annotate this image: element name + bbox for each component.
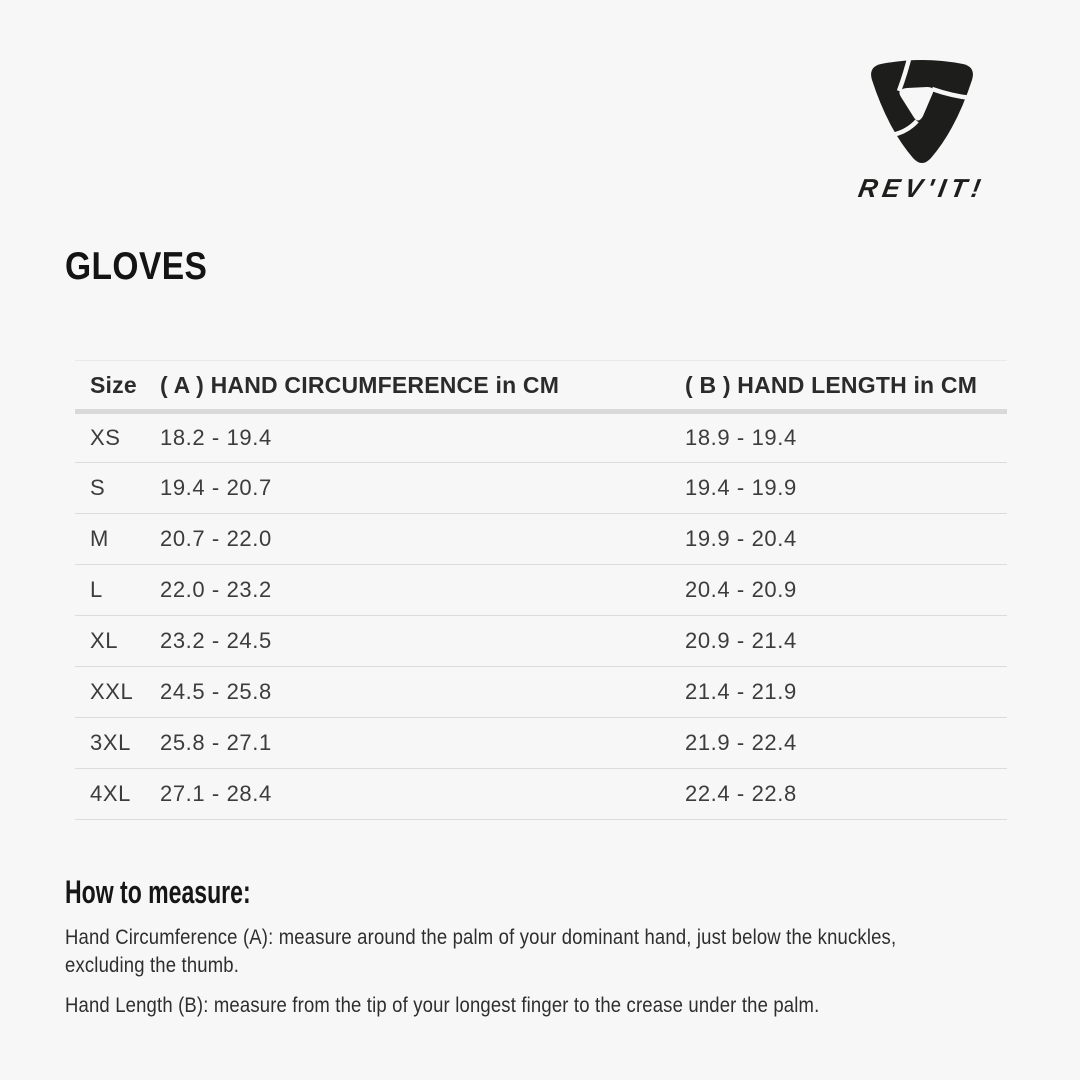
size-table-body bbox=[75, 412, 1007, 820]
table-row bbox=[75, 514, 1007, 565]
hand-circumference-cell: 23.2 - 24.5 bbox=[160, 628, 272, 653]
how-to-measure-heading: How to measure: bbox=[65, 874, 251, 910]
hand-circumference-cell: 22.0 - 23.2 bbox=[160, 577, 272, 602]
hand-circumference-instruction bbox=[65, 924, 1010, 980]
hand-length-cell: 22.4 - 22.8 bbox=[685, 781, 797, 806]
size-table bbox=[75, 360, 1007, 820]
size-table-header bbox=[75, 361, 1007, 412]
hand-length-cell: 20.4 - 20.9 bbox=[685, 577, 797, 602]
hand-circumference-cell: 20.7 - 22.0 bbox=[160, 526, 272, 551]
hand-circumference-cell: 25.8 - 27.1 bbox=[160, 730, 272, 755]
size-cell: S bbox=[90, 475, 106, 500]
table-row bbox=[75, 667, 1007, 718]
header-row bbox=[75, 361, 1007, 412]
how-to-measure-section bbox=[65, 874, 1010, 1020]
table-row bbox=[75, 769, 1007, 820]
brand-logo bbox=[850, 52, 994, 204]
table-row bbox=[75, 565, 1007, 616]
hand-circumference-cell: 24.5 - 25.8 bbox=[160, 679, 272, 704]
table-row bbox=[75, 616, 1007, 667]
hand-circumference-cell: 19.4 - 20.7 bbox=[160, 475, 272, 500]
hand-length-cell: 20.9 - 21.4 bbox=[685, 628, 797, 653]
size-cell: L bbox=[90, 577, 103, 602]
instruction-line: excluding the thumb. bbox=[65, 954, 240, 977]
hand-length-cell: 21.4 - 21.9 bbox=[685, 679, 797, 704]
instruction-line: Hand Circumference (A): measure around the palm of your dominant hand, just below the knuckles, bbox=[65, 926, 897, 949]
hand-length-cell: 21.9 - 22.4 bbox=[685, 730, 797, 755]
hand-circumference-cell: 27.1 - 28.4 bbox=[160, 781, 272, 806]
hand-length-cell: 19.9 - 20.4 bbox=[685, 526, 797, 551]
table-row bbox=[75, 412, 1007, 463]
page-title: GLOVES bbox=[65, 245, 208, 288]
brand-wordmark: REV'IT! bbox=[856, 173, 988, 203]
instruction-line: Hand Length (B): measure from the tip of your longest finger to the crease under the palm. bbox=[65, 994, 820, 1017]
table-row bbox=[75, 463, 1007, 514]
size-cell: XS bbox=[90, 425, 121, 450]
hand-circumference-cell: 18.2 - 19.4 bbox=[160, 425, 272, 450]
column-header-size: Size bbox=[90, 371, 137, 398]
size-cell: M bbox=[90, 526, 109, 551]
column-header-hand-circumference: ( A ) HAND CIRCUMFERENCE in CM bbox=[160, 371, 560, 398]
size-cell: XXL bbox=[90, 679, 134, 704]
hand-length-cell: 18.9 - 19.4 bbox=[685, 425, 797, 450]
size-cell: 3XL bbox=[90, 730, 131, 755]
hand-length-instruction bbox=[65, 992, 1010, 1020]
column-header-hand-length: ( B ) HAND LENGTH in CM bbox=[685, 371, 978, 398]
revit-shield-icon bbox=[857, 52, 987, 170]
size-cell: 4XL bbox=[90, 781, 131, 806]
size-cell: XL bbox=[90, 628, 119, 653]
table-row bbox=[75, 718, 1007, 769]
hand-length-cell: 19.4 - 19.9 bbox=[685, 475, 797, 500]
